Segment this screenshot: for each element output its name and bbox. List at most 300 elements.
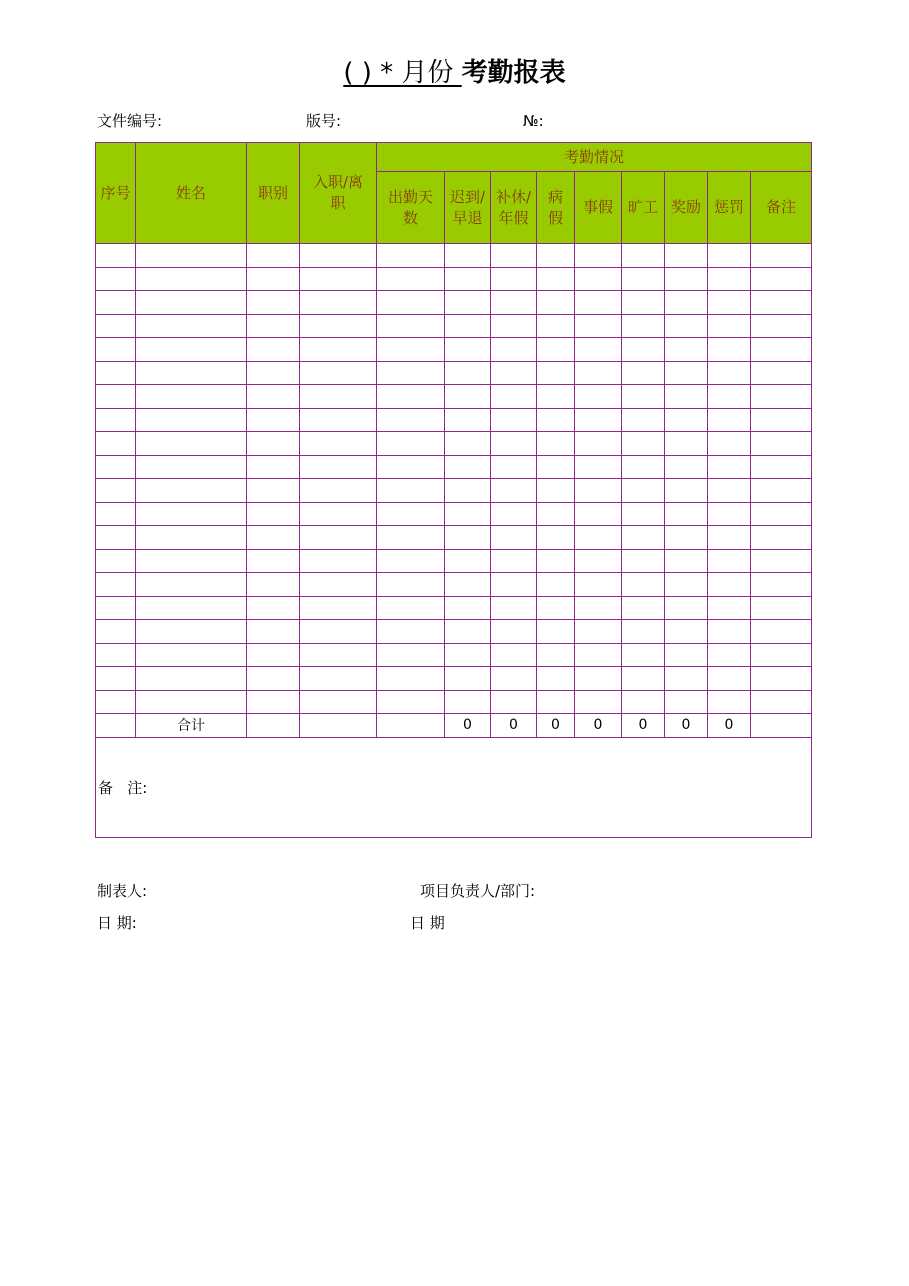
table-cell[interactable] — [377, 596, 445, 620]
table-cell[interactable] — [136, 385, 247, 409]
table-cell[interactable] — [751, 690, 812, 714]
table-cell[interactable] — [537, 479, 575, 503]
table-cell[interactable] — [377, 502, 445, 526]
table-cell[interactable] — [751, 573, 812, 597]
table-cell[interactable] — [622, 267, 665, 291]
table-cell[interactable] — [491, 432, 537, 456]
table-cell[interactable] — [136, 573, 247, 597]
table-cell[interactable] — [751, 338, 812, 362]
table-cell[interactable] — [491, 643, 537, 667]
table-cell[interactable] — [300, 643, 377, 667]
table-cell[interactable] — [96, 408, 136, 432]
table-cell[interactable] — [537, 314, 575, 338]
table-cell[interactable] — [665, 643, 708, 667]
table-cell[interactable] — [622, 643, 665, 667]
table-cell[interactable] — [136, 408, 247, 432]
table-cell[interactable] — [575, 690, 622, 714]
total-value-cell[interactable]: 0 — [622, 714, 665, 738]
table-cell[interactable] — [96, 643, 136, 667]
table-cell[interactable] — [377, 620, 445, 644]
table-cell[interactable] — [622, 620, 665, 644]
table-cell[interactable] — [96, 573, 136, 597]
table-cell[interactable] — [708, 432, 751, 456]
table-cell[interactable] — [96, 549, 136, 573]
table-cell[interactable] — [537, 432, 575, 456]
table-cell[interactable] — [491, 549, 537, 573]
table-cell[interactable] — [665, 385, 708, 409]
table-cell[interactable] — [247, 455, 300, 479]
table-cell[interactable] — [300, 432, 377, 456]
table-cell[interactable] — [665, 432, 708, 456]
table-cell[interactable] — [445, 620, 491, 644]
table-cell[interactable] — [575, 479, 622, 503]
table-cell[interactable] — [622, 314, 665, 338]
total-label: 合计 — [136, 714, 247, 738]
table-cell[interactable] — [247, 479, 300, 503]
table-row — [96, 690, 812, 714]
table-cell[interactable] — [491, 526, 537, 550]
table-cell[interactable] — [751, 291, 812, 315]
table-cell[interactable] — [708, 667, 751, 691]
table-row — [96, 291, 812, 315]
table-cell[interactable] — [575, 549, 622, 573]
table-cell[interactable] — [575, 502, 622, 526]
table-cell[interactable] — [300, 667, 377, 691]
table-cell[interactable] — [247, 338, 300, 362]
table-row — [96, 244, 812, 268]
total-value-cell[interactable]: 0 — [708, 714, 751, 738]
table-row — [96, 667, 812, 691]
table-cell[interactable] — [136, 267, 247, 291]
table-cell[interactable] — [96, 690, 136, 714]
table-cell[interactable] — [537, 455, 575, 479]
table-cell[interactable] — [537, 361, 575, 385]
table-cell[interactable] — [445, 549, 491, 573]
table-cell[interactable] — [537, 667, 575, 691]
table-cell[interactable] — [247, 267, 300, 291]
table-cell[interactable] — [491, 385, 537, 409]
header-penalty: 惩罚 — [708, 172, 751, 244]
table-cell[interactable] — [751, 479, 812, 503]
table-cell[interactable] — [708, 314, 751, 338]
table-cell[interactable] — [491, 267, 537, 291]
header-name: 姓名 — [136, 143, 247, 244]
table-cell[interactable] — [445, 502, 491, 526]
table-cell[interactable] — [96, 267, 136, 291]
table-cell[interactable] — [537, 244, 575, 268]
total-seq-cell[interactable] — [96, 714, 136, 738]
table-row — [96, 361, 812, 385]
table-cell[interactable] — [491, 479, 537, 503]
table-cell[interactable] — [751, 549, 812, 573]
table-row — [96, 385, 812, 409]
table-cell[interactable] — [377, 314, 445, 338]
total-value-cell[interactable] — [377, 714, 445, 738]
table-cell[interactable] — [575, 385, 622, 409]
table-cell[interactable] — [96, 620, 136, 644]
table-cell[interactable] — [537, 267, 575, 291]
table-cell[interactable] — [247, 314, 300, 338]
table-cell[interactable] — [665, 690, 708, 714]
table-cell[interactable] — [96, 432, 136, 456]
table-cell[interactable] — [708, 408, 751, 432]
table-cell[interactable] — [665, 502, 708, 526]
table-cell[interactable] — [622, 502, 665, 526]
table-cell[interactable] — [247, 667, 300, 691]
title-month-prefix[interactable]: ( ) * 月份 — [343, 58, 462, 88]
table-cell[interactable] — [300, 267, 377, 291]
table-cell[interactable] — [537, 526, 575, 550]
table-cell[interactable] — [377, 455, 445, 479]
table-cell[interactable] — [377, 432, 445, 456]
table-cell[interactable] — [708, 291, 751, 315]
total-empty-cell[interactable] — [247, 714, 300, 738]
table-cell[interactable] — [665, 408, 708, 432]
table-cell[interactable] — [377, 479, 445, 503]
table-cell[interactable] — [751, 361, 812, 385]
table-cell[interactable] — [136, 667, 247, 691]
table-cell[interactable] — [96, 502, 136, 526]
table-cell[interactable] — [751, 526, 812, 550]
table-cell[interactable] — [377, 244, 445, 268]
table-cell[interactable] — [708, 502, 751, 526]
table-cell[interactable] — [491, 502, 537, 526]
table-cell[interactable] — [247, 291, 300, 315]
table-cell[interactable] — [575, 643, 622, 667]
table-cell[interactable] — [708, 455, 751, 479]
table-cell[interactable] — [300, 479, 377, 503]
table-cell[interactable] — [377, 573, 445, 597]
table-cell[interactable] — [247, 432, 300, 456]
table-cell[interactable] — [491, 596, 537, 620]
table-cell[interactable] — [445, 667, 491, 691]
table-cell[interactable] — [575, 455, 622, 479]
table-cell[interactable] — [445, 267, 491, 291]
table-row — [96, 455, 812, 479]
total-value-cell[interactable]: 0 — [665, 714, 708, 738]
table-cell[interactable] — [491, 314, 537, 338]
total-value-cell[interactable]: 0 — [575, 714, 622, 738]
remark-row — [96, 737, 812, 837]
total-value-cell[interactable]: 0 — [537, 714, 575, 738]
table-cell[interactable] — [247, 361, 300, 385]
table-cell[interactable] — [300, 502, 377, 526]
table-cell[interactable] — [96, 526, 136, 550]
table-cell[interactable] — [622, 244, 665, 268]
table-cell[interactable] — [96, 361, 136, 385]
table-cell[interactable] — [622, 455, 665, 479]
table-cell[interactable] — [665, 455, 708, 479]
table-cell[interactable] — [537, 549, 575, 573]
table-cell[interactable] — [377, 361, 445, 385]
table-cell[interactable] — [300, 338, 377, 362]
table-cell[interactable] — [377, 667, 445, 691]
table-cell[interactable] — [665, 291, 708, 315]
table-cell[interactable] — [751, 667, 812, 691]
table-cell[interactable] — [537, 643, 575, 667]
table-cell[interactable] — [96, 667, 136, 691]
table-cell[interactable] — [751, 432, 812, 456]
table-cell[interactable] — [136, 479, 247, 503]
table-cell[interactable] — [247, 573, 300, 597]
table-cell[interactable] — [377, 338, 445, 362]
table-cell[interactable] — [445, 338, 491, 362]
table-cell[interactable] — [377, 291, 445, 315]
table-cell[interactable] — [575, 432, 622, 456]
table-cell[interactable] — [300, 408, 377, 432]
table-cell[interactable] — [136, 432, 247, 456]
table-cell[interactable] — [665, 667, 708, 691]
table-cell[interactable] — [445, 479, 491, 503]
table-cell[interactable] — [136, 361, 247, 385]
table-cell[interactable] — [300, 385, 377, 409]
table-cell[interactable] — [708, 573, 751, 597]
table-cell[interactable] — [136, 291, 247, 315]
table-cell[interactable] — [575, 267, 622, 291]
table-cell[interactable] — [96, 479, 136, 503]
table-cell[interactable] — [575, 291, 622, 315]
table-cell[interactable] — [665, 620, 708, 644]
table-cell[interactable] — [708, 361, 751, 385]
table-cell[interactable] — [708, 549, 751, 573]
table-cell[interactable] — [665, 338, 708, 362]
table-cell[interactable] — [708, 244, 751, 268]
table-cell[interactable] — [575, 361, 622, 385]
table-cell[interactable] — [622, 690, 665, 714]
table-cell[interactable] — [708, 267, 751, 291]
table-cell[interactable] — [665, 573, 708, 597]
table-cell[interactable] — [136, 244, 247, 268]
table-cell[interactable] — [247, 549, 300, 573]
table-cell[interactable] — [136, 620, 247, 644]
table-cell[interactable] — [537, 690, 575, 714]
table-cell[interactable] — [300, 690, 377, 714]
table-cell[interactable] — [708, 643, 751, 667]
table-cell[interactable] — [708, 620, 751, 644]
table-cell[interactable] — [622, 291, 665, 315]
table-cell[interactable] — [665, 244, 708, 268]
total-value-cell[interactable] — [751, 714, 812, 738]
table-cell[interactable] — [377, 267, 445, 291]
table-cell[interactable] — [751, 643, 812, 667]
table-cell[interactable] — [622, 479, 665, 503]
table-cell[interactable] — [96, 291, 136, 315]
table-row — [96, 643, 812, 667]
table-cell[interactable] — [665, 596, 708, 620]
table-cell[interactable] — [96, 455, 136, 479]
table-cell[interactable] — [377, 549, 445, 573]
table-cell[interactable] — [751, 267, 812, 291]
table-row — [96, 573, 812, 597]
attendance-table — [95, 142, 812, 838]
table-row — [96, 408, 812, 432]
table-cell[interactable] — [300, 244, 377, 268]
table-cell[interactable] — [247, 620, 300, 644]
table-cell[interactable] — [300, 596, 377, 620]
table-cell[interactable] — [136, 549, 247, 573]
table-cell[interactable] — [300, 620, 377, 644]
remark-cell[interactable] — [96, 737, 812, 837]
table-cell[interactable] — [491, 620, 537, 644]
table-cell[interactable] — [491, 244, 537, 268]
table-cell[interactable] — [445, 385, 491, 409]
table-cell[interactable] — [247, 690, 300, 714]
total-empty-cell[interactable] — [300, 714, 377, 738]
table-cell[interactable] — [575, 620, 622, 644]
table-cell[interactable] — [377, 643, 445, 667]
table-cell[interactable] — [537, 385, 575, 409]
remark-label: 备 注: — [98, 778, 148, 797]
table-cell[interactable] — [445, 455, 491, 479]
header-reward: 奖励 — [665, 172, 708, 244]
table-cell[interactable] — [136, 690, 247, 714]
total-value-cell[interactable]: 0 — [491, 714, 537, 738]
table-cell[interactable] — [708, 690, 751, 714]
table-cell[interactable] — [537, 502, 575, 526]
table-cell[interactable] — [751, 314, 812, 338]
table-cell[interactable] — [445, 573, 491, 597]
table-cell[interactable] — [751, 596, 812, 620]
table-cell[interactable] — [445, 643, 491, 667]
table-cell[interactable] — [665, 526, 708, 550]
table-cell[interactable] — [96, 338, 136, 362]
table-cell[interactable] — [665, 479, 708, 503]
table-cell[interactable] — [575, 573, 622, 597]
table-cell[interactable] — [247, 385, 300, 409]
table-cell[interactable] — [300, 361, 377, 385]
table-cell[interactable] — [491, 338, 537, 362]
table-cell[interactable] — [537, 408, 575, 432]
table-cell[interactable] — [622, 432, 665, 456]
table-cell[interactable] — [708, 338, 751, 362]
table-cell[interactable] — [491, 361, 537, 385]
total-value-cell[interactable]: 0 — [445, 714, 491, 738]
table-cell[interactable] — [136, 455, 247, 479]
table-cell[interactable] — [575, 667, 622, 691]
table-cell[interactable] — [136, 643, 247, 667]
table-cell[interactable] — [96, 314, 136, 338]
table-cell[interactable] — [708, 479, 751, 503]
table-row — [96, 596, 812, 620]
table-cell[interactable] — [445, 244, 491, 268]
table-cell[interactable] — [445, 291, 491, 315]
table-cell[interactable] — [247, 643, 300, 667]
table-cell[interactable] — [751, 455, 812, 479]
table-cell[interactable] — [665, 549, 708, 573]
table-cell[interactable] — [708, 385, 751, 409]
manager-label: 项目负责人/部门: — [420, 882, 536, 900]
table-cell[interactable] — [247, 596, 300, 620]
total-row — [96, 714, 812, 738]
table-cell[interactable] — [136, 526, 247, 550]
table-cell[interactable] — [377, 526, 445, 550]
table-cell[interactable] — [300, 549, 377, 573]
table-cell[interactable] — [445, 408, 491, 432]
table-cell[interactable] — [575, 526, 622, 550]
table-cell[interactable] — [136, 502, 247, 526]
table-cell[interactable] — [445, 314, 491, 338]
table-cell[interactable] — [751, 385, 812, 409]
table-cell[interactable] — [751, 502, 812, 526]
table-cell[interactable] — [136, 596, 247, 620]
table-cell[interactable] — [575, 314, 622, 338]
table-cell[interactable] — [445, 361, 491, 385]
date-label-right: 日 期 — [410, 914, 445, 932]
table-cell[interactable] — [622, 408, 665, 432]
table-cell[interactable] — [537, 596, 575, 620]
table-cell[interactable] — [300, 314, 377, 338]
table-cell[interactable] — [491, 667, 537, 691]
table-cell[interactable] — [247, 244, 300, 268]
report-title — [0, 56, 909, 90]
table-cell[interactable] — [445, 432, 491, 456]
table-cell[interactable] — [537, 291, 575, 315]
table-cell[interactable] — [247, 502, 300, 526]
table-cell[interactable] — [665, 267, 708, 291]
table-cell[interactable] — [708, 526, 751, 550]
table-cell[interactable] — [445, 690, 491, 714]
table-cell[interactable] — [665, 361, 708, 385]
table-cell[interactable] — [665, 314, 708, 338]
table-cell[interactable] — [491, 291, 537, 315]
table-cell[interactable] — [136, 338, 247, 362]
table-cell[interactable] — [491, 573, 537, 597]
maker-label: 制表人: — [97, 882, 148, 900]
table-cell[interactable] — [751, 244, 812, 268]
table-cell[interactable] — [491, 408, 537, 432]
table-cell[interactable] — [377, 385, 445, 409]
table-cell[interactable] — [622, 549, 665, 573]
table-cell[interactable] — [491, 690, 537, 714]
table-cell[interactable] — [708, 596, 751, 620]
table-cell[interactable] — [300, 455, 377, 479]
table-cell[interactable] — [377, 408, 445, 432]
doc-number-label: 文件编号: — [97, 112, 163, 130]
table-cell[interactable] — [96, 385, 136, 409]
table-cell[interactable] — [622, 526, 665, 550]
table-cell[interactable] — [491, 455, 537, 479]
table-cell[interactable] — [300, 573, 377, 597]
table-cell[interactable] — [622, 338, 665, 362]
table-cell[interactable] — [575, 244, 622, 268]
table-cell[interactable] — [445, 526, 491, 550]
table-cell[interactable] — [537, 573, 575, 597]
table-cell[interactable] — [96, 596, 136, 620]
table-cell[interactable] — [247, 408, 300, 432]
table-cell[interactable] — [575, 596, 622, 620]
date-label-left: 日 期: — [97, 914, 137, 932]
table-cell[interactable] — [575, 408, 622, 432]
table-cell[interactable] — [537, 338, 575, 362]
table-cell[interactable] — [300, 291, 377, 315]
table-cell[interactable] — [445, 596, 491, 620]
table-cell[interactable] — [622, 573, 665, 597]
table-cell[interactable] — [575, 338, 622, 362]
table-cell[interactable] — [622, 385, 665, 409]
table-cell[interactable] — [751, 620, 812, 644]
table-cell[interactable] — [136, 314, 247, 338]
header-join-leave: 入职/离职 — [300, 143, 377, 244]
table-cell[interactable] — [622, 596, 665, 620]
table-cell[interactable] — [622, 667, 665, 691]
table-cell[interactable] — [751, 408, 812, 432]
table-cell[interactable] — [247, 526, 300, 550]
table-cell[interactable] — [96, 244, 136, 268]
table-cell[interactable] — [537, 620, 575, 644]
table-cell[interactable] — [300, 526, 377, 550]
table-cell[interactable] — [622, 361, 665, 385]
table-cell[interactable] — [377, 690, 445, 714]
